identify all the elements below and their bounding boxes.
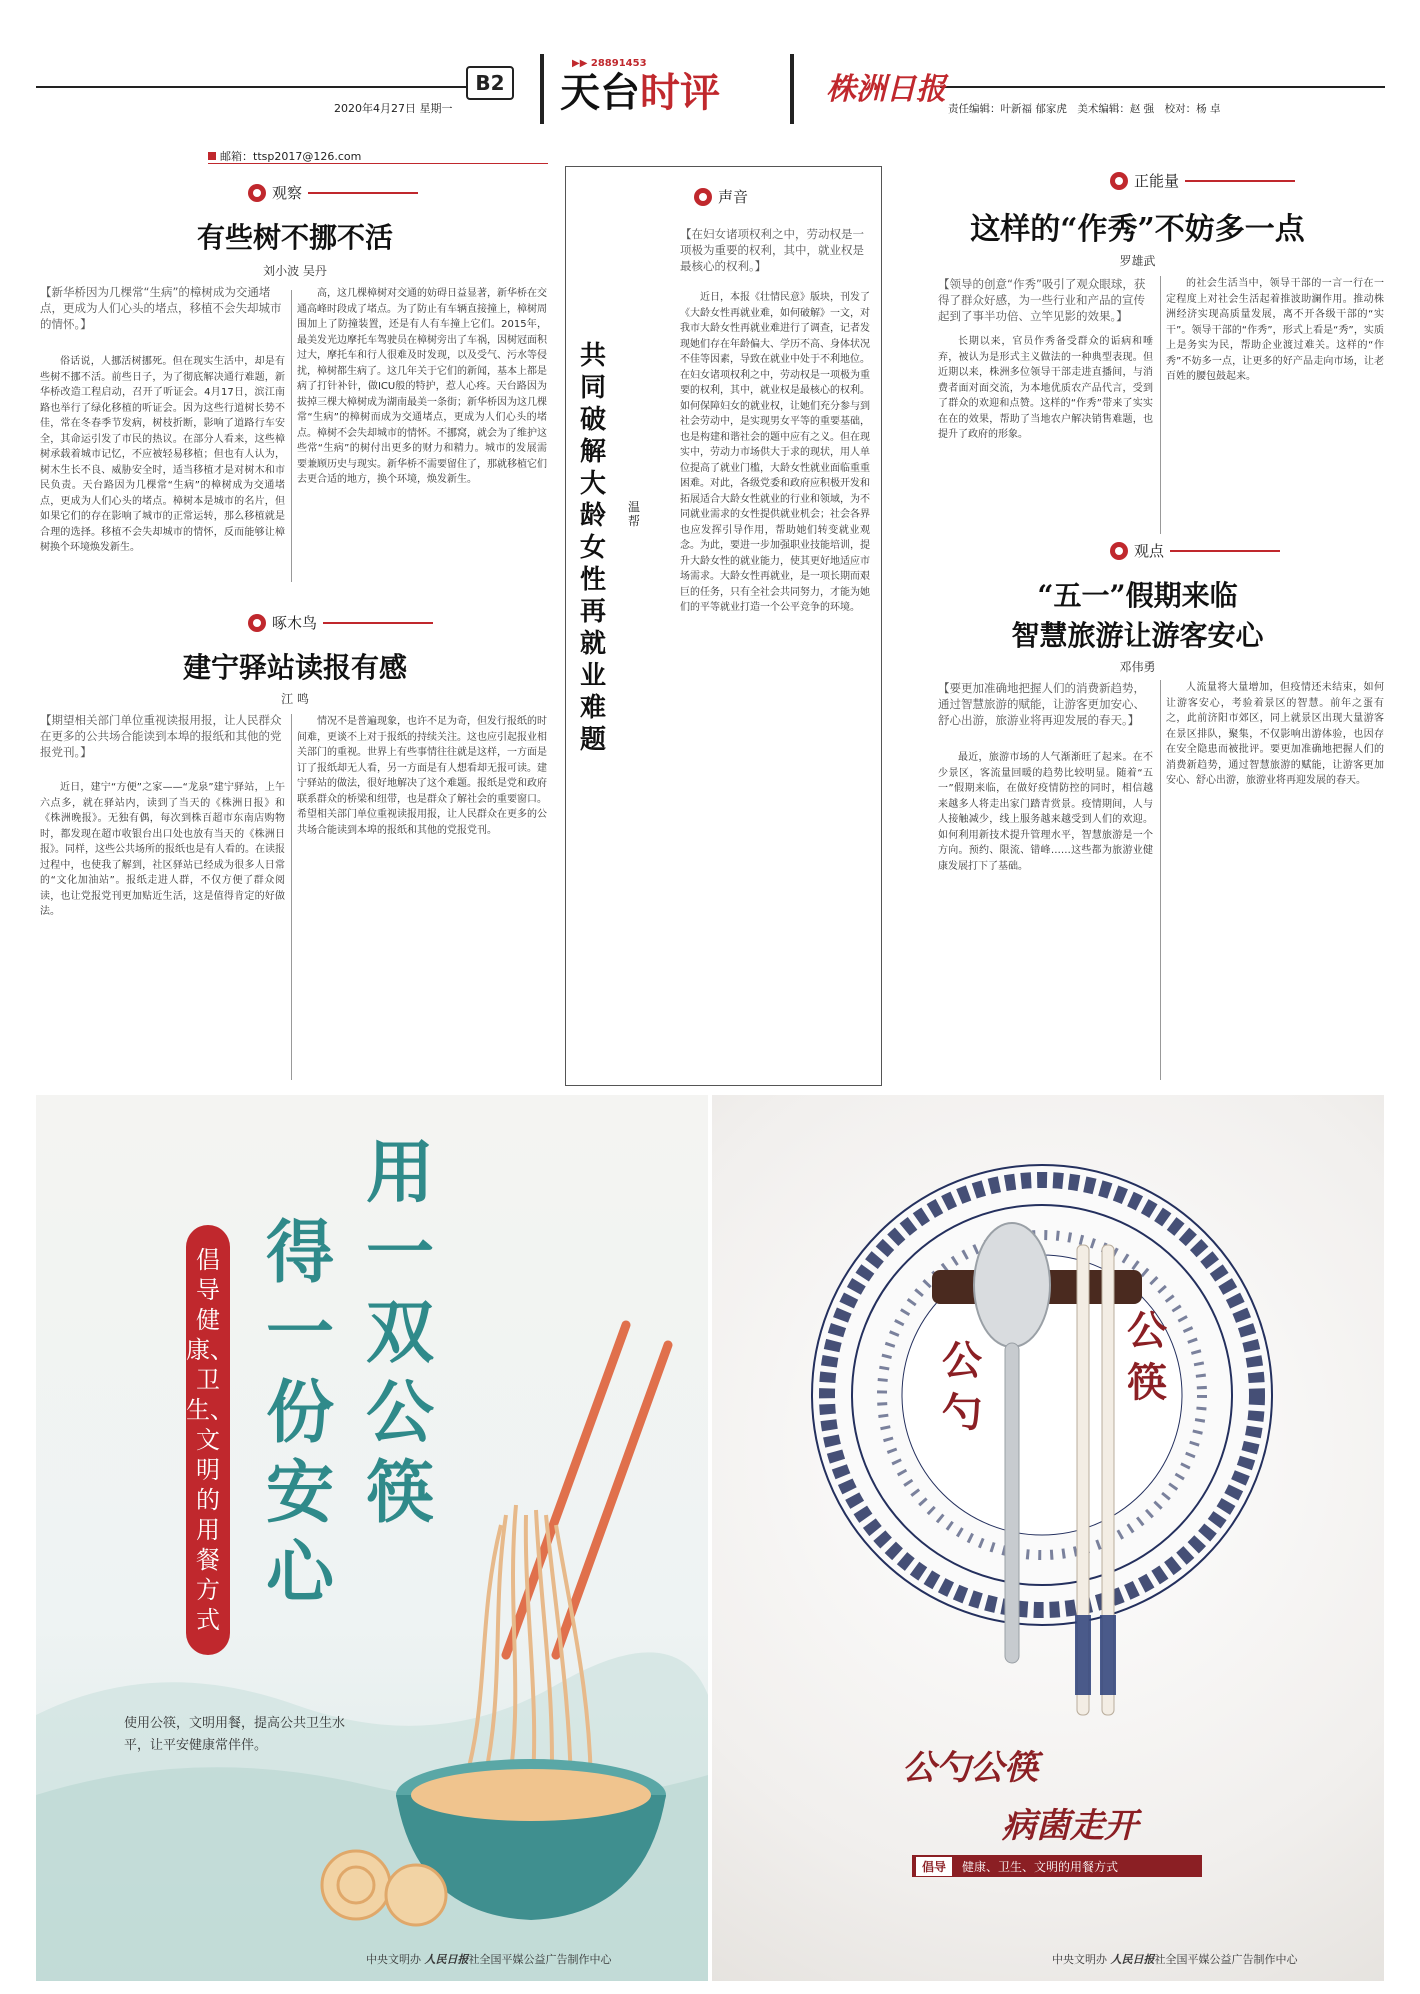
article-headline-line1: “五一”假期来临 (1037, 579, 1238, 612)
article-lead: 【在妇女诸项权利之中，劳动权是一项极为重要的权利，其中，就业权是最核心的权利。】 (680, 227, 864, 273)
ad-title-line1: 用一双公筷 (366, 1133, 435, 1533)
article-body: 近日，建宁“方便”之家——“龙泉”建宁驿站，上午六点多，就在驿站内，读到了当天的《株洲日报》和《株洲晚报》。无独有偶，每次到株百超市东南店购物时，都发现在超市收银台出口处也放有当天的《株洲日报》。同样，这些公共场所的报纸也是有人看的。在读报过程中，也使我了解到，社区驿站已经成为很多人日常的“文化加油站”。报纸走进人群，不仅方便了群众阅读，也让党报党刊更加贴近生活，这是值得肯定的好做法。 (40, 782, 285, 917)
section-tag-zhengnengliang: 正能量 (1110, 170, 1295, 191)
email-line: 邮箱：ttsp2017@126.com (208, 148, 361, 164)
article-body: 俗话说，人挪活树挪死。但在现实生活中，却是有些树不挪不活。前些日子，为了彻底解决通行难题，新华桥改造工程启动，召开了听证会。4月17日，滨江南路也举行了绿化移植的听证会。因为这些行道树长势不佳，常在冬春季节发病，树枝折断，影响了道路行车安全，其命运引发了市民的热议。在部分人看来，这些樟树承载着城市记忆，不应被轻易移植；但也有人认为，树木生长不良、威胁安全时，适当移植才是对树木和市民负责。天台路因为几棵常“生病”的樟树成为交通堵点，更成为人们心头的堵点。樟树本是城市的名片，但如果它们的存在影响了城市的正常运转，那么移植就是合理的选择。移植不会失却城市的情怀，反而能够让樟树换个环境焕发新生。 (40, 356, 285, 553)
article-headline-line2: 智慧旅游让游客安心 (1011, 619, 1264, 652)
tag-dot-icon (248, 184, 266, 202)
ad-credit: 中央文明办 人民日报社全国平媒公益广告制作中心 (366, 1953, 612, 1966)
article-body: 长期以来，官员作秀备受群众的诟病和唾弃，被认为是形式主义做法的一种典型表现。但近期以来，株洲多位领导干部走进直播间，与消费者面对面交流，为本地优质农产品代言，受到了群众的欢迎和点赞。这样的“作秀”带来了实实在在的效果，帮助了当地农户解决销售难题，也提升了政府的形象。 (938, 336, 1153, 440)
ad-tag-text: 健康、卫生、文明的用餐方式 (962, 1859, 1119, 1874)
ad-subtitle-pill: 倡导健康、卫生、文明的用餐方式 (186, 1225, 230, 1655)
section-tag-zhuomuniao: 啄木鸟 (248, 612, 433, 633)
plate-icon (812, 1165, 1272, 1625)
section-tag-shengyin: 声音 (694, 186, 748, 207)
article-body-continued: 人流量将大量增加，但疫情还未结束，如何让游客安心，考验着景区的智慧。前年之蛋有之，此前济阳市郊区，同上就景区出现大量游客在景区排队，聚集，不仅影响出游体验，也因存在安全隐患而被批评。要更加准确地把握人们的消费新趋势，通过智慧旅游的赋能，让游客更加安心、舒心出游，旅游业将再迎发展的春天。 (1166, 682, 1384, 786)
ad-slogan-line1: 公勺公筷 (902, 1748, 1038, 1788)
issue-date: 2020年4月27日 星期一 (334, 102, 453, 115)
ad-tag-label: 倡导 (916, 1857, 952, 1876)
ad-illustration (712, 1095, 1384, 1981)
vertical-headline: 共同破解大龄女性再就业难题 (580, 341, 607, 755)
tag-dot-icon (1110, 542, 1128, 560)
article-author: 罗雄武 (1119, 254, 1156, 268)
tag-dot-icon (694, 188, 712, 206)
column-divider (291, 714, 292, 1080)
column-divider (291, 290, 292, 582)
ad-caption: 使用公筷，文明用餐，提高公共卫生水平，让平安健康常伴伴。 (124, 1716, 346, 1753)
article-headline: 有些树不挪不活 (196, 221, 393, 254)
hotline-number: ▶▶ 28891453 (572, 58, 647, 69)
chopsticks-label: 公筷 (1127, 1307, 1167, 1406)
ad-slogan-line2: 病菌走开 (1002, 1806, 1138, 1846)
email-rule (208, 163, 548, 164)
article-lead: 【要更加准确地把握人们的消费新趋势，通过智慧旅游的赋能，让游客更加安心、舒心出游，旅游业将再迎发展的春天。】 (938, 681, 1145, 727)
public-ad-gongshao (712, 1095, 1384, 1981)
article-author: 邓伟勇 (1119, 660, 1156, 674)
section-tag-guancha: 观察 (248, 182, 418, 203)
article-body-continued: 的社会生活当中，领导干部的一言一行在一定程度上对社会生活起着推波助澜作用。推动株洲经济实现高质量发展，离不开各级干部的“实干”。领导干部的“作秀”，形式上看是“秀”，实质上是务实为民，帮助企业渡过难关。这样的“作秀”不妨多一点，让更多的好产品走向市场，让老百姓的腰包鼓起来。 (1166, 278, 1384, 382)
article-lead: 【新华桥因为几棵常“生病”的樟树成为交通堵点，更成为人们心头的堵点，移植不会失却城市的情怀。】 (40, 285, 282, 331)
article-author: 刘小波 吴丹 (263, 264, 327, 278)
article-body: 最近，旅游市场的人气渐渐旺了起来。在不少景区，客流量回暖的趋势比较明显。随着“五一”假期来临，在做好疫情防控的同时，相信越来越多人将走出家门踏青赏景。疫情期间，人与人接触减少，线上服务越来越受到人们的欢迎。如何利用新技术提升管理水平，智慧旅游是一个方向。预约、限流、错峰……这些都为旅游业健康发展打下了基础。 (938, 752, 1153, 872)
public-ad-gongkuai (36, 1095, 708, 1981)
article-author: 温帮 (628, 500, 641, 528)
article-body: 近日，本报《壮情民意》版块，刊发了《大龄女性再就业难，如何破解》一文，对我市大龄女性再就业难进行了调查，记者发现她们存在年龄偏大、学历不高、身体状况不佳等因素，导致在就业中处于不利地位。在妇女诸项权利之中，劳动权是一项极为重要的权利，其中，就业权是最核心的权利。如何保障妇女的就业权，让她们充分参与到社会劳动中，是实现男女平等的重要基础，也是构建和谐社会的题中应有之义。但在现实中，劳动力市场供大于求的现状，用人单位提高了就业门槛，大龄女性就业面临重重困难。对此，各级党委和政府应积极开发和拓展适合大龄女性就业的行业和领域，为不同就业需求的女性提供就业机会；社会各界也应发挥引导作用，帮助她们转变就业观念。为此，要进一步加强职业技能培训，提升大龄女性的就业能力，使其更好地适应市场需求。大龄女性再就业，是一项长期而艰巨的任务，只有全社会共同努力，才能为她们的平等就业打造一个公平竞争的环境。 (680, 292, 870, 613)
newspaper-logo: 株洲日报 (826, 72, 946, 107)
article-headline: 这样的“作秀”不妨多一点 (970, 212, 1305, 247)
ad-tag-bar (912, 1855, 1202, 1877)
tag-dot-icon (248, 614, 266, 632)
masthead-rule-right (940, 86, 1385, 88)
ad-credit: 中央文明办 人民日报社全国平媒公益广告制作中心 (1052, 1953, 1298, 1966)
spoon-label: 公勺 (942, 1337, 982, 1436)
column-divider (1160, 680, 1161, 1080)
article-body-continued: 情况不是普遍现象，也许不足为奇，但发行报纸的时间难，更谈不上对于报纸的持续关注。这也应引起报业相关部门的重视。世界上有些事情往往就是这样，一方面是订了报纸却无人看，另一方面是有人想看却无报可读。建宁驿站的做法，很好地解决了这个难题。报纸是党和政府联系群众的桥梁和纽带，也是群众了解社会的重要窗口。希望相关部门单位重视读报用报，让人民群众在更多的公共场合能读到本埠的报纸和其他的党报党刊。 (297, 716, 547, 836)
editor-credits: 责任编辑：叶新福 郁家虎 美术编辑：赵 强 校对：杨 卓 (948, 103, 1221, 115)
tag-dot-icon (1110, 172, 1128, 190)
column-divider (1160, 276, 1161, 534)
article-author: 江 鸣 (281, 692, 309, 706)
article-body-continued: 高，这几棵樟树对交通的妨碍日益显著，新华桥在交通高峰时段成了堵点。为了防止有车辆直接撞上，樟树周围加上了防撞装置，还是有人有车撞上它们。2015年，最美发光边摩托车驾驶员在樟树旁出了车祸，因树冠面积过大，摩托车和行人很难及时发现，以及受气、污水等侵扰，樟树都生病了。这几年关于它们的新闻，基本上都是病了打针补针，做ICU般的特护，惹人心疼。天台路因为拔掉三棵大樟树成为湖南最美一条街；新华桥因为这几棵常“生病”的樟树而成为交通堵点，更成为人们心头的堵点。樟树不会失却城市的情怀。不挪窝，就会为了维护这些常“生病”的树付出更多的财力和精力。城市的发展需要兼顾历史与现实。新华桥不需要留住了，那就移植它们去更合适的地方，换个环境，焕发新生。 (297, 288, 547, 485)
article-headline: 建宁驿站读报有感 (182, 651, 407, 684)
bracket-left (540, 54, 544, 124)
article-lead: 【期望相关部门单位重视读报用报，让人民群众在更多的公共场合能读到本埠的报纸和其他的党报党刊。】 (40, 713, 282, 759)
article-lead: 【领导的创意“作秀”吸引了观众眼球，获得了群众好感，为一些行业和产品的宣传起到了事半功倍、立竿见影的效果。】 (938, 277, 1146, 323)
section-title: 天台时评 (560, 70, 720, 116)
section-tag-guandian: 观点 (1110, 540, 1280, 561)
bracket-right (790, 54, 794, 124)
page-number: B2 (466, 66, 514, 100)
ad-title-line2: 得一份安心 (266, 1213, 335, 1613)
masthead-rule-left (36, 86, 466, 88)
